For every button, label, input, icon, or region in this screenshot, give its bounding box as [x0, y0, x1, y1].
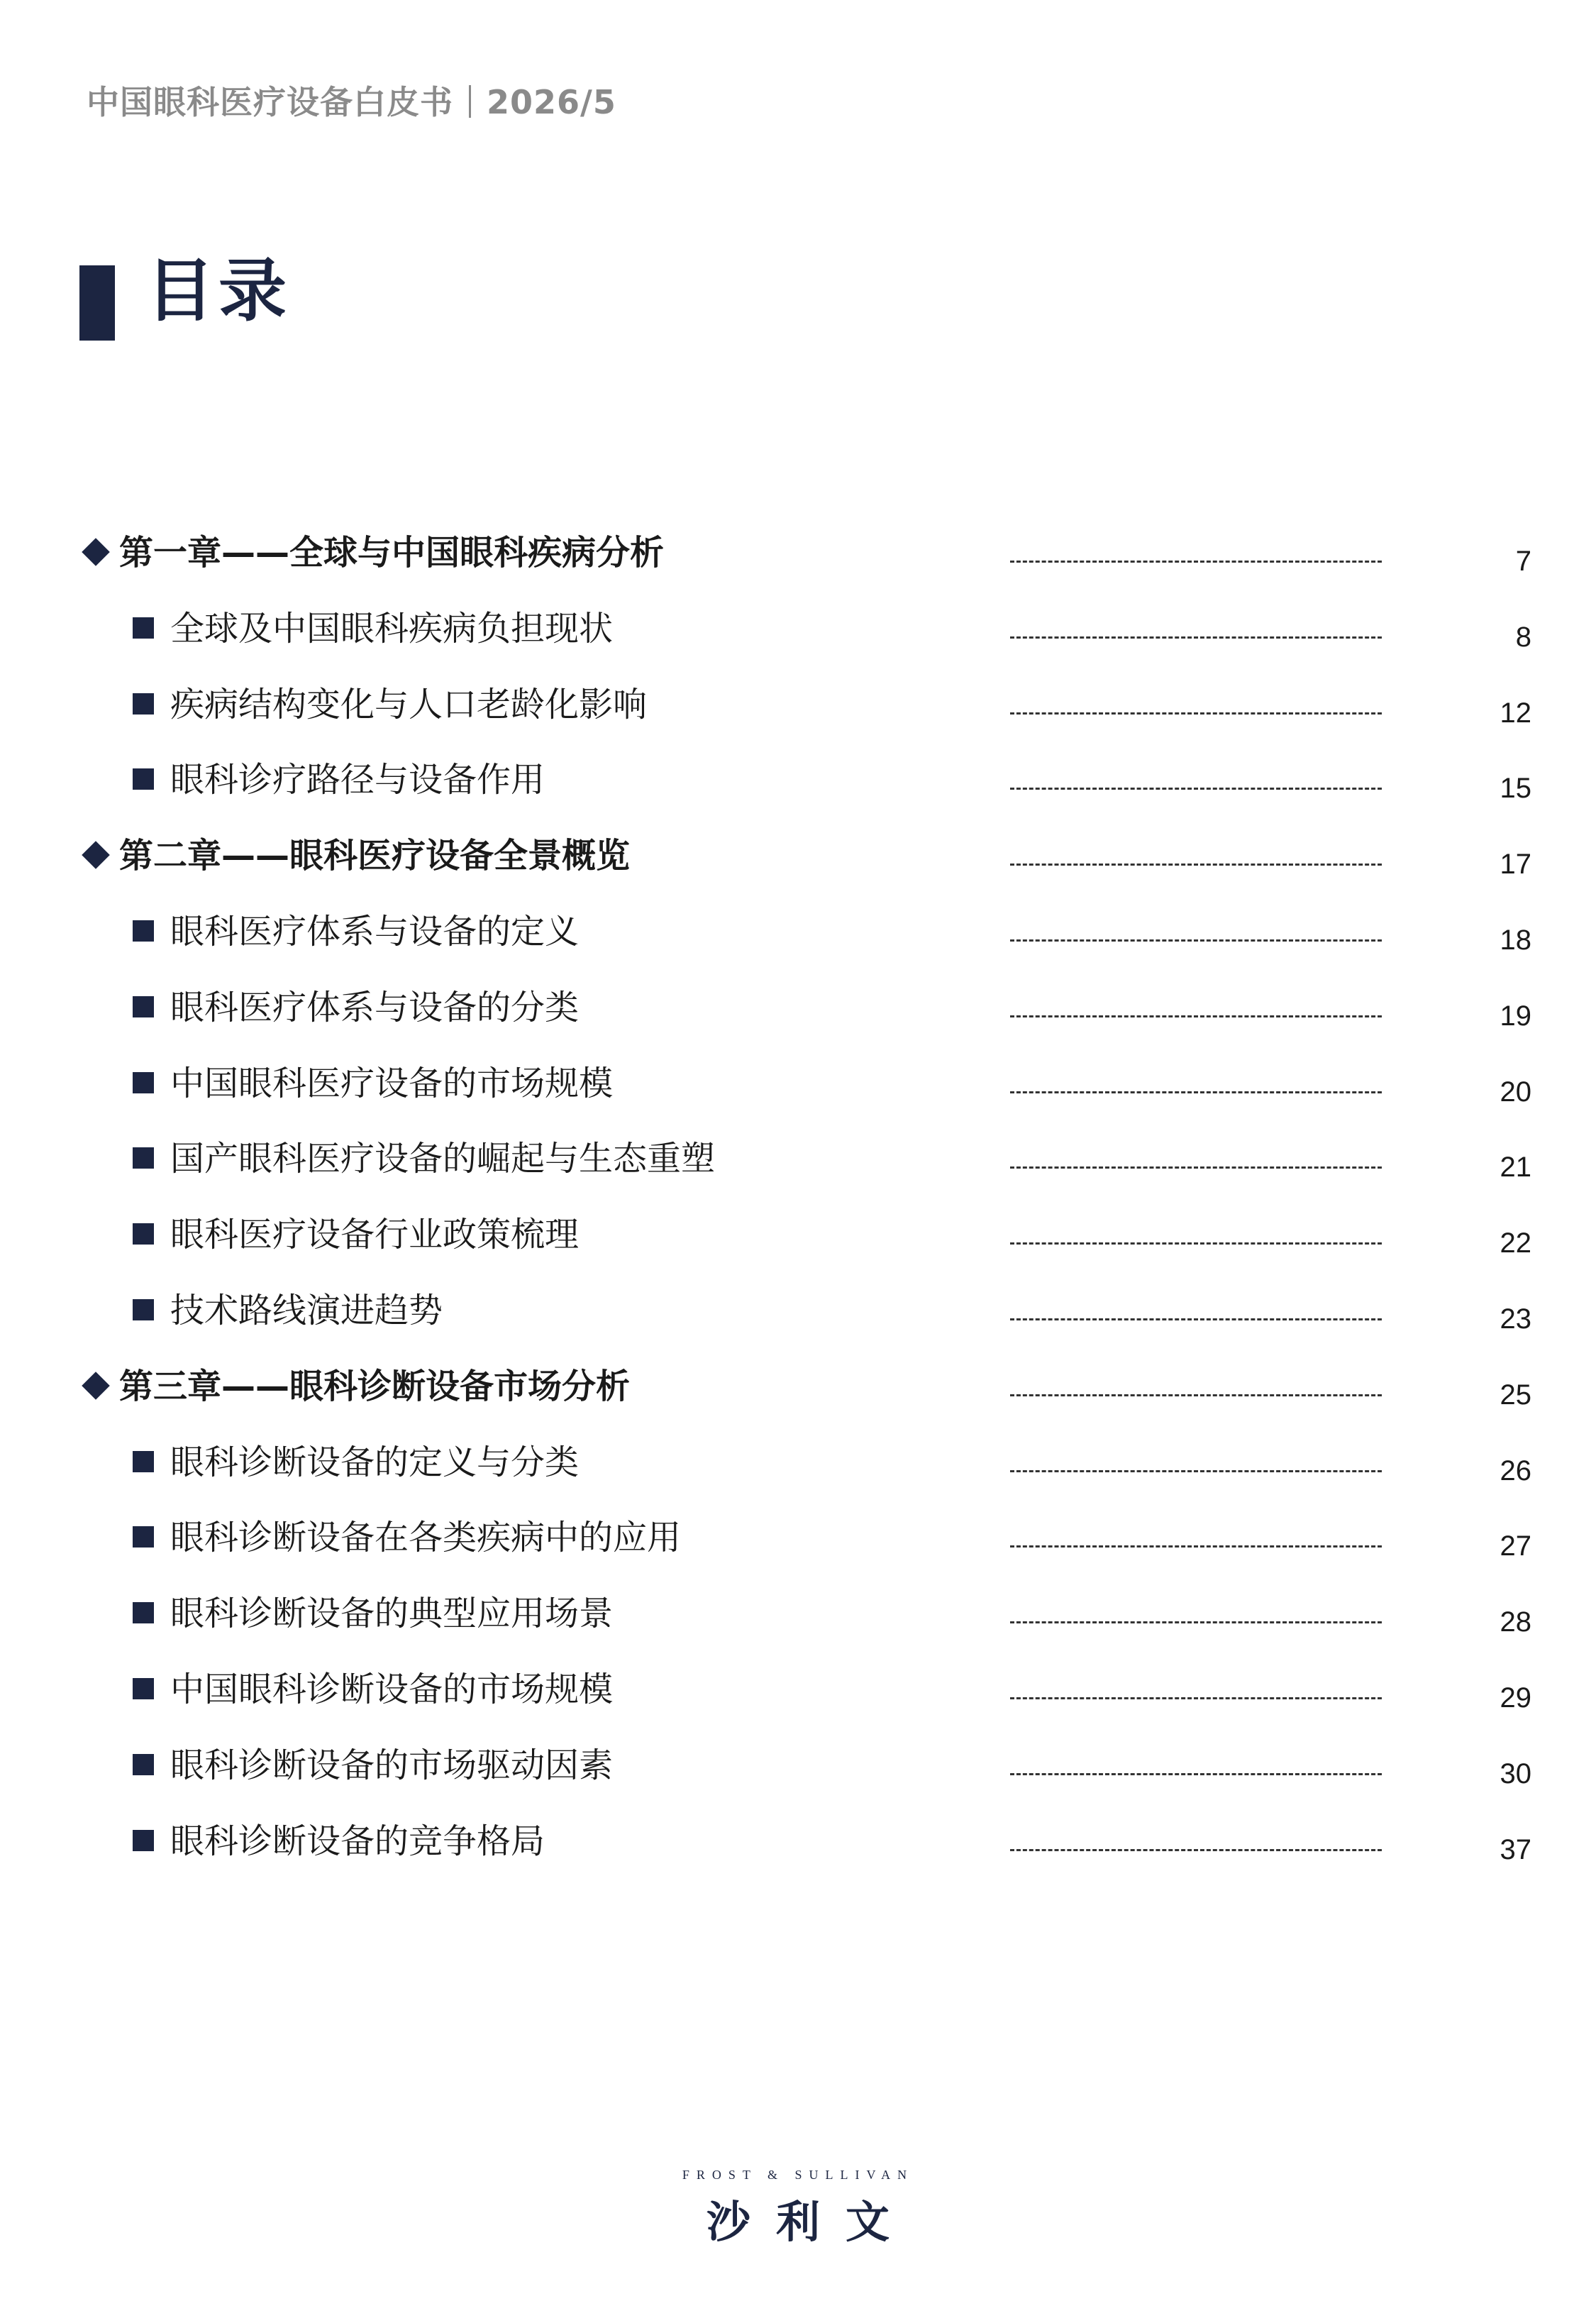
- toc-dotted-leader: [1010, 864, 1382, 866]
- toc-page-number: 15: [1500, 773, 1531, 805]
- toc-dotted-leader: [1010, 1166, 1382, 1169]
- toc-dotted-leader: [1010, 1091, 1382, 1093]
- toc-item[interactable]: [0, 1739, 1596, 1796]
- toc-dotted-leader: [1010, 1697, 1382, 1699]
- toc-page-number: 18: [1500, 925, 1531, 956]
- toc-dotted-leader: [1010, 1242, 1382, 1245]
- title-accent-bar: [79, 265, 115, 341]
- toc-item[interactable]: [0, 1511, 1596, 1568]
- square-bullet-icon: [133, 1451, 154, 1472]
- toc-page-number: 25: [1500, 1379, 1531, 1411]
- logo-chinese-text: 沙利文: [706, 2196, 915, 2248]
- toc-page-number: 29: [1500, 1682, 1531, 1714]
- toc-dotted-leader: [1010, 939, 1382, 942]
- toc-dotted-leader: [1010, 1318, 1382, 1320]
- toc-item[interactable]: [0, 678, 1596, 735]
- toc-item[interactable]: [0, 754, 1596, 810]
- square-bullet-icon: [133, 1299, 154, 1320]
- toc-item[interactable]: [0, 1436, 1596, 1493]
- toc-page-number: 37: [1500, 1833, 1531, 1865]
- toc-label: 眼科诊断设备在各类疾病中的应用: [170, 1518, 682, 1558]
- toc-page-number: 8: [1515, 621, 1531, 653]
- header-date: 2026/5: [487, 83, 616, 121]
- diamond-bullet-icon: [82, 841, 110, 869]
- toc-page-number: 12: [1500, 697, 1531, 729]
- square-bullet-icon: [133, 1147, 154, 1169]
- toc-label: 眼科诊断设备的典型应用场景: [170, 1594, 614, 1634]
- toc-item[interactable]: [0, 1815, 1596, 1872]
- toc-chapter[interactable]: [0, 829, 1596, 886]
- toc-item[interactable]: [0, 1587, 1596, 1644]
- logo-english-text: FROST & SULLIVAN: [682, 2168, 914, 2182]
- diamond-bullet-icon: [82, 538, 110, 566]
- toc-label: 眼科医疗设备行业政策梳理: [170, 1215, 580, 1255]
- square-bullet-icon: [133, 617, 154, 639]
- header-separator: [469, 85, 471, 118]
- toc-page-number: 27: [1500, 1530, 1531, 1562]
- toc-dotted-leader: [1010, 1545, 1382, 1548]
- toc-dotted-leader: [1010, 1470, 1382, 1472]
- toc-page-number: 7: [1515, 546, 1531, 577]
- square-bullet-icon: [133, 1602, 154, 1623]
- toc-item[interactable]: [0, 1057, 1596, 1114]
- square-bullet-icon: [133, 1678, 154, 1699]
- toc-item[interactable]: [0, 1284, 1596, 1341]
- toc-label: 眼科诊断设备的竞争格局: [170, 1821, 545, 1861]
- toc-label: 国产眼科医疗设备的崛起与生态重塑: [170, 1139, 716, 1179]
- toc-page-number: 19: [1500, 1000, 1531, 1032]
- toc-item[interactable]: [0, 905, 1596, 962]
- toc-dotted-leader: [1010, 1015, 1382, 1017]
- toc-dotted-leader: [1010, 712, 1382, 715]
- toc-dotted-leader: [1010, 1849, 1382, 1851]
- toc-page-number: 26: [1500, 1455, 1531, 1486]
- toc-item[interactable]: [0, 1132, 1596, 1189]
- toc-item[interactable]: [0, 1663, 1596, 1720]
- square-bullet-icon: [133, 1526, 154, 1548]
- square-bullet-icon: [133, 920, 154, 942]
- toc-label: 全球及中国眼科疾病负担现状: [170, 608, 614, 649]
- toc-chapter[interactable]: [0, 526, 1596, 583]
- toc-item[interactable]: [0, 1208, 1596, 1265]
- page-header: [87, 77, 616, 123]
- header-doc-title: 中国眼科医疗设备白皮书: [87, 83, 453, 121]
- footer-logo: [0, 2168, 1596, 2250]
- square-bullet-icon: [133, 1754, 154, 1775]
- toc-dotted-leader: [1010, 561, 1382, 563]
- toc-page-number: 17: [1500, 849, 1531, 881]
- toc-label: 眼科诊断设备的市场驱动因素: [170, 1745, 614, 1785]
- square-bullet-icon: [133, 1223, 154, 1245]
- diamond-bullet-icon: [82, 1372, 110, 1400]
- toc-chapter[interactable]: [0, 1360, 1596, 1417]
- toc-label: 疾病结构变化与人口老龄化影响: [170, 684, 648, 724]
- toc-page-number: 28: [1500, 1606, 1531, 1638]
- square-bullet-icon: [133, 1830, 154, 1851]
- square-bullet-icon: [133, 693, 154, 715]
- page-title: 目录: [146, 251, 291, 331]
- toc-label: 第一章——全球与中国眼科疾病分析: [119, 533, 665, 573]
- toc-label: 眼科医疗体系与设备的定义: [170, 912, 580, 951]
- toc-dotted-leader: [1010, 1394, 1382, 1396]
- toc-label: 第三章——眼科诊断设备市场分析: [119, 1366, 631, 1406]
- toc-label: 技术路线演进趋势: [170, 1291, 443, 1330]
- toc-label: 眼科诊断设备的定义与分类: [170, 1442, 580, 1482]
- toc-dotted-leader: [1010, 636, 1382, 639]
- toc-dotted-leader: [1010, 1621, 1382, 1623]
- toc-dotted-leader: [1010, 1773, 1382, 1775]
- toc-item[interactable]: [0, 602, 1596, 659]
- toc-page-number: 20: [1500, 1076, 1531, 1108]
- square-bullet-icon: [133, 768, 154, 790]
- toc-label: 第二章——眼科医疗设备全景概览: [119, 836, 631, 876]
- toc-item[interactable]: [0, 981, 1596, 1038]
- toc-label: 眼科诊疗路径与设备作用: [170, 760, 545, 800]
- square-bullet-icon: [133, 996, 154, 1017]
- toc-label: 眼科医疗体系与设备的分类: [170, 987, 580, 1027]
- toc-dotted-leader: [1010, 788, 1382, 790]
- toc-page-number: 30: [1500, 1758, 1531, 1789]
- toc-label: 中国眼科诊断设备的市场规模: [170, 1670, 614, 1709]
- square-bullet-icon: [133, 1072, 154, 1093]
- toc-page-number: 22: [1500, 1228, 1531, 1259]
- toc-page-number: 23: [1500, 1303, 1531, 1335]
- toc-page-number: 21: [1500, 1152, 1531, 1184]
- toc-label: 中国眼科医疗设备的市场规模: [170, 1063, 614, 1103]
